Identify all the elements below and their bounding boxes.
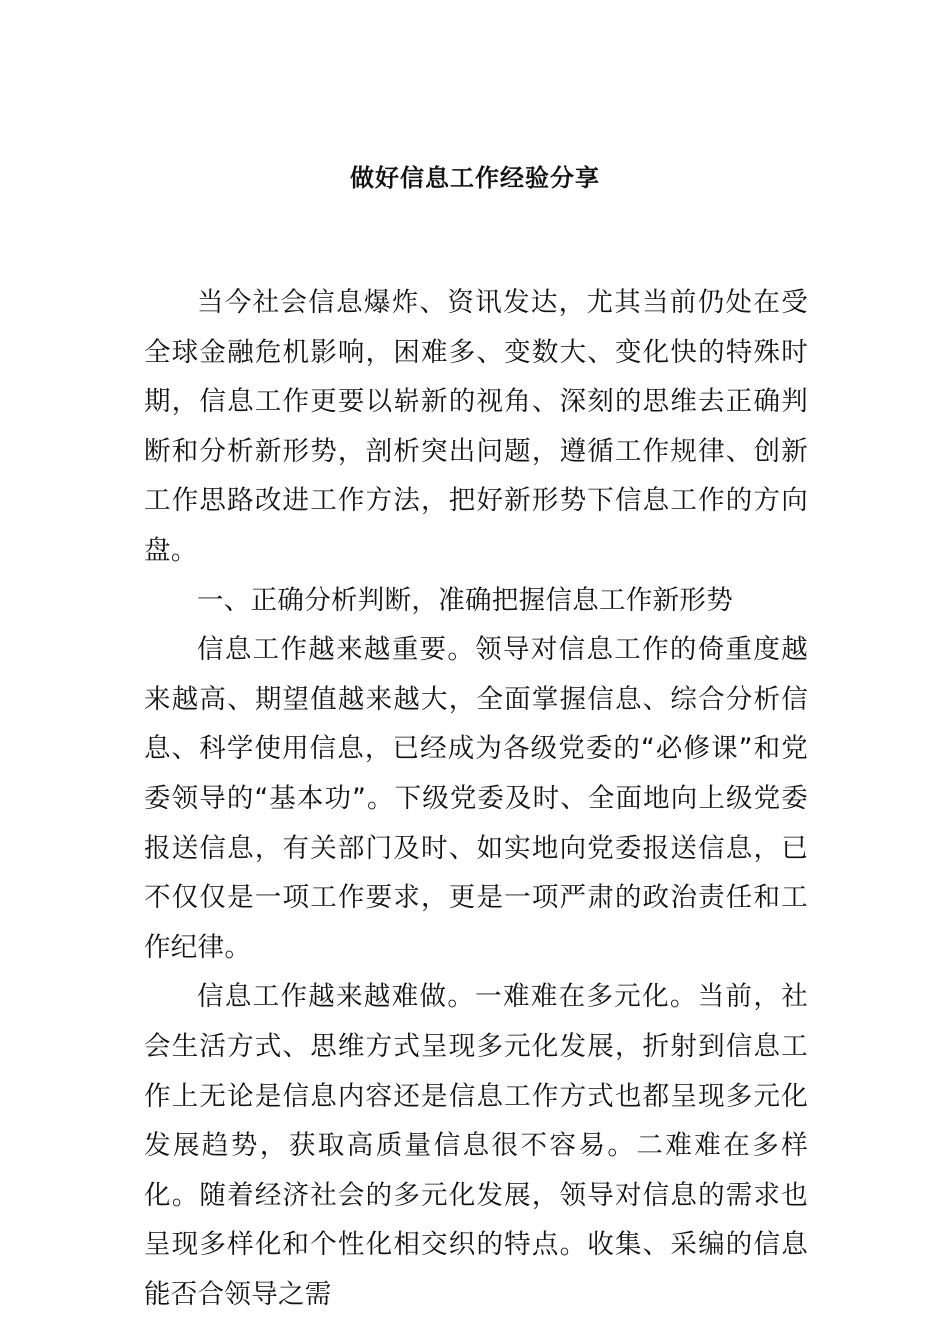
document-title: 做好信息工作经验分享 — [350, 164, 600, 192]
body-paragraph: 信息工作越来越难做。一难难在多元化。当前，社会生活方式、思维方式呈现多元化发展，折射到信息工作上无论是信息内容还是信息工作方式也都呈现多元化发展趋势，获取高质量信息很不容易。二难难在多样化。随着经济社会的多元化发展，领导对信息的需求也呈现多样化和个性化相交织的特点。收集、采编的信息能否合领导之需 — [144, 981, 808, 1310]
document-body — [144, 278, 808, 1319]
body-paragraph: 信息工作越来越重要。领导对信息工作的倚重度越来越高、期望值越来越大，全面掌握信息、综合分析信息、科学使用信息，已经成为各级党委的“必修课”和党委领导的“基本功”。下级党委及时、全面地向上级党委报送信息，有关部门及时、如实地向党委报送信息，已不仅仅是一项工作要求，更是一项严肃的政治责任和工作纪律。 — [144, 634, 808, 963]
section-heading: 一、正确分析判断，准确把握信息工作新形势 — [197, 584, 733, 616]
intro-paragraph: 当今社会信息爆炸、资讯发达，尤其当前仍处在受全球金融危机影响，困难多、变数大、变化快的特殊时期，信息工作更要以崭新的视角、深刻的思维去正确判断和分析新形势，剖析突出问题，遵循工作规律、创新工作思路改进工作方法，把好新形势下信息工作的方向盘。 — [144, 287, 808, 566]
